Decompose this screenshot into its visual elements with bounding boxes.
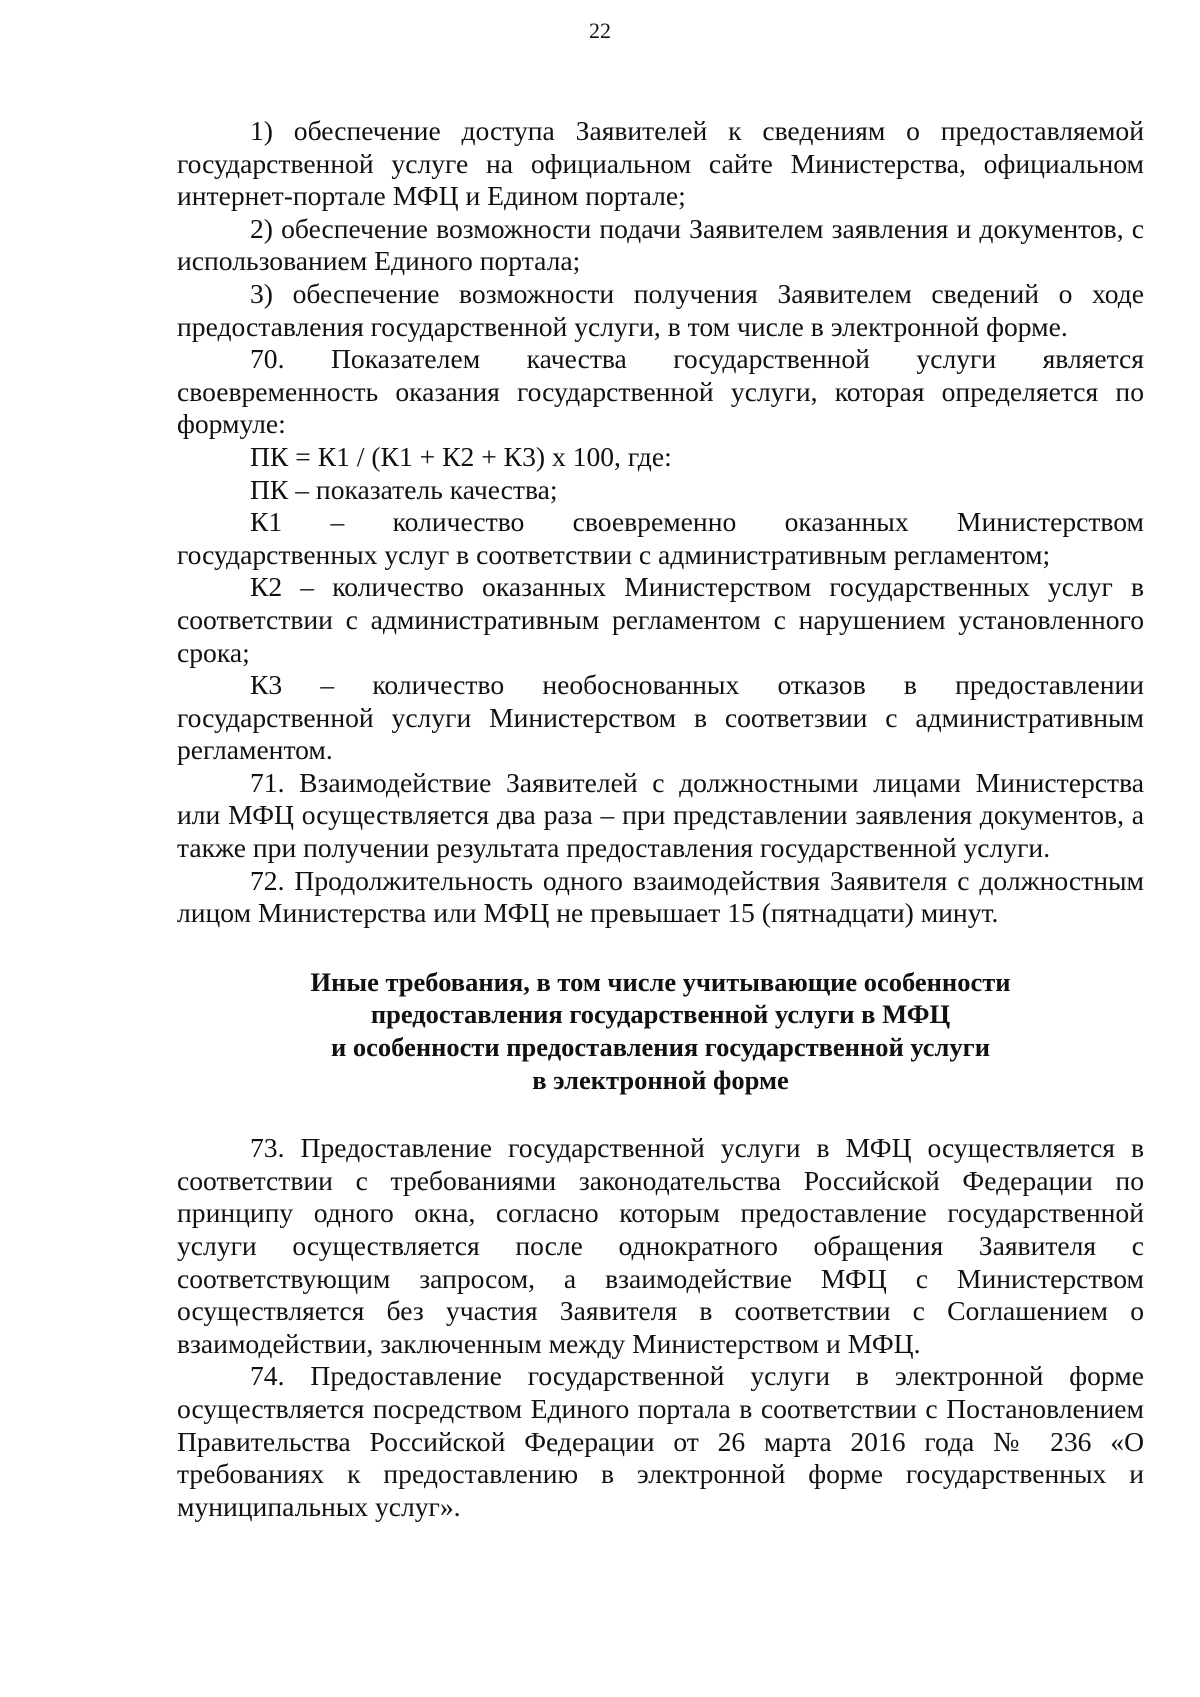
section-heading-line-3: и особенности предоставления государственной услуги <box>331 1032 990 1063</box>
section-heading-line-4: в электронной форме <box>532 1064 789 1095</box>
paragraph-71: 71. Взаимодействие Заявителей с должностными лицами Министерства или МФЦ осуществляется два раза – при представлении заявления документов, а также при получении результата предоставления государственной услуги. <box>177 766 1144 864</box>
section-heading <box>177 966 1144 1096</box>
paragraph-72: 72. Продолжительность одного взаимодействия Заявителя с должностным лицом Министерства или МФЦ не превышает 15 (пятнадцати) минут. <box>177 864 1144 929</box>
paragraph-70: 70. Показателем качества государственной услуги является своевременность оказания государственной услуги, которая определяется по формуле: <box>177 343 1144 440</box>
quality-formula: ПК = К1 / (К1 + К2 + К3) х 100, где: <box>250 440 672 472</box>
paragraph-73: 73. Предоставление государственной услуги в МФЦ осуществляется в соответствии с требованиями законодательства Российской Федерации по принципу одного окна, согласно которым предоставление государственной услуги осуществляется после однократного обращения Заявителя с соответствующим запросом, а взаимодействие МФЦ с Министерством осуществляется без участия Заявителя в соответствии с Соглашением о взаимодействии, заключенным между Министерством и МФЦ. <box>177 1132 1144 1359</box>
page-number: 22 <box>589 18 611 43</box>
section-heading-line-1: Иные требования, в том числе учитывающие особенности <box>310 966 1011 997</box>
definition-k2: К2 – количество оказанных Министерством государственных услуг в соответствии с административным регламентом с нарушением установленного срока; <box>177 571 1144 668</box>
definition-k1: К1 – количество своевременно оказанных Министерством государственных услуг в соответствии с административным регламентом; <box>177 506 1144 570</box>
paragraph-item-3: 3) обеспечение возможности получения Заявителем сведений о ходе предоставления государственной услуги, в том числе в электронной форме. <box>177 277 1144 342</box>
section-heading-line-2: предоставления государственной услуги в МФЦ <box>370 999 951 1030</box>
paragraph-item-2: 2) обеспечение возможности подачи Заявителем заявления и документов, с использованием Единого портала; <box>177 212 1144 277</box>
paragraph-74: 74. Предоставление государственной услуги в электронной форме осуществляется посредством Единого портала в соответствии с Постановлением Правительства Российской Федерации от 26 марта 2016 года № 236 «О требованиях к предоставлению в электронной форме государственных и муниципальных услуг». <box>177 1360 1144 1522</box>
document-body <box>177 115 1144 1523</box>
definition-k3: К3 – количество необоснованных отказов в предоставлении государственной услуги Министерством в соответзвии с административным регламентом. <box>177 669 1144 766</box>
paragraph-item-1: 1) обеспечение доступа Заявителей к сведениям о предоставляемой государственной услуге на официальном сайте Министерства, официальном интернет-портале МФЦ и Едином портале; <box>177 115 1144 212</box>
definition-pk: ПК – показатель качества; <box>250 473 558 505</box>
